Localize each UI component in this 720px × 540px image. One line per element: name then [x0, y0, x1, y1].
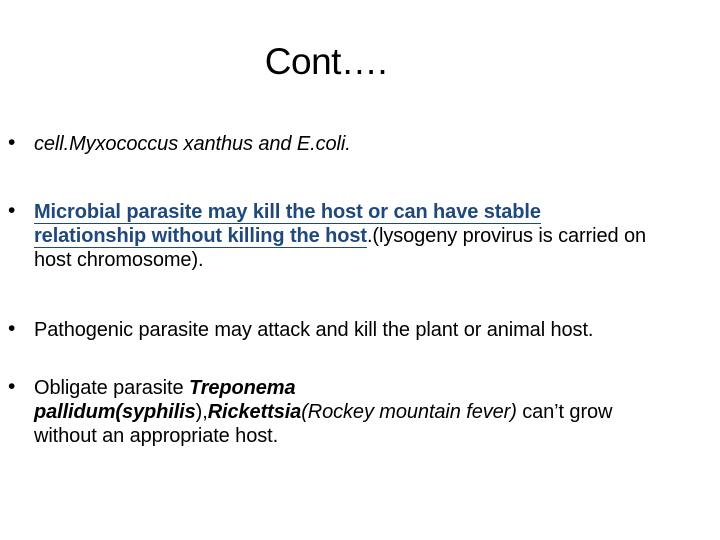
- bullet-marker: •: [8, 375, 16, 398]
- bullet-marker: •: [8, 131, 16, 154]
- bullet-4-disease: (Rockey mountain fever): [301, 401, 517, 423]
- bullet-4-tail: can’t grow without an appropriate host.: [34, 401, 613, 447]
- slide-title: Cont….: [264, 41, 388, 82]
- bullet-4-lead: Obligate parasite: [34, 377, 189, 399]
- bullet-2-emphasis: Microbial parasite may kill the host or can have stable relationship without killing the host: [34, 201, 541, 247]
- bullet-4-treponema: Treponema pallidum(syphilis: [34, 377, 296, 423]
- bullet-1-organisms: cell.Myxococcus xanthus and E.coli.: [34, 133, 351, 155]
- bullet-marker: •: [8, 317, 16, 340]
- bullet-2-text: [34, 200, 654, 272]
- bullet-1-text: [34, 132, 674, 156]
- bullet-3-text: [34, 318, 614, 342]
- bullet-4-punct: ),: [195, 401, 208, 423]
- bullet-3-body: Pathogenic parasite may attack and kill the plant or animal host.: [34, 319, 594, 341]
- bullet-2-detail: .(lysogeny provirus is carried on host chromosome).: [34, 225, 647, 271]
- bullet-4-rickettsia: Rickettsia: [207, 401, 302, 423]
- bullet-4-text: [34, 376, 634, 448]
- bullet-marker: •: [8, 199, 16, 222]
